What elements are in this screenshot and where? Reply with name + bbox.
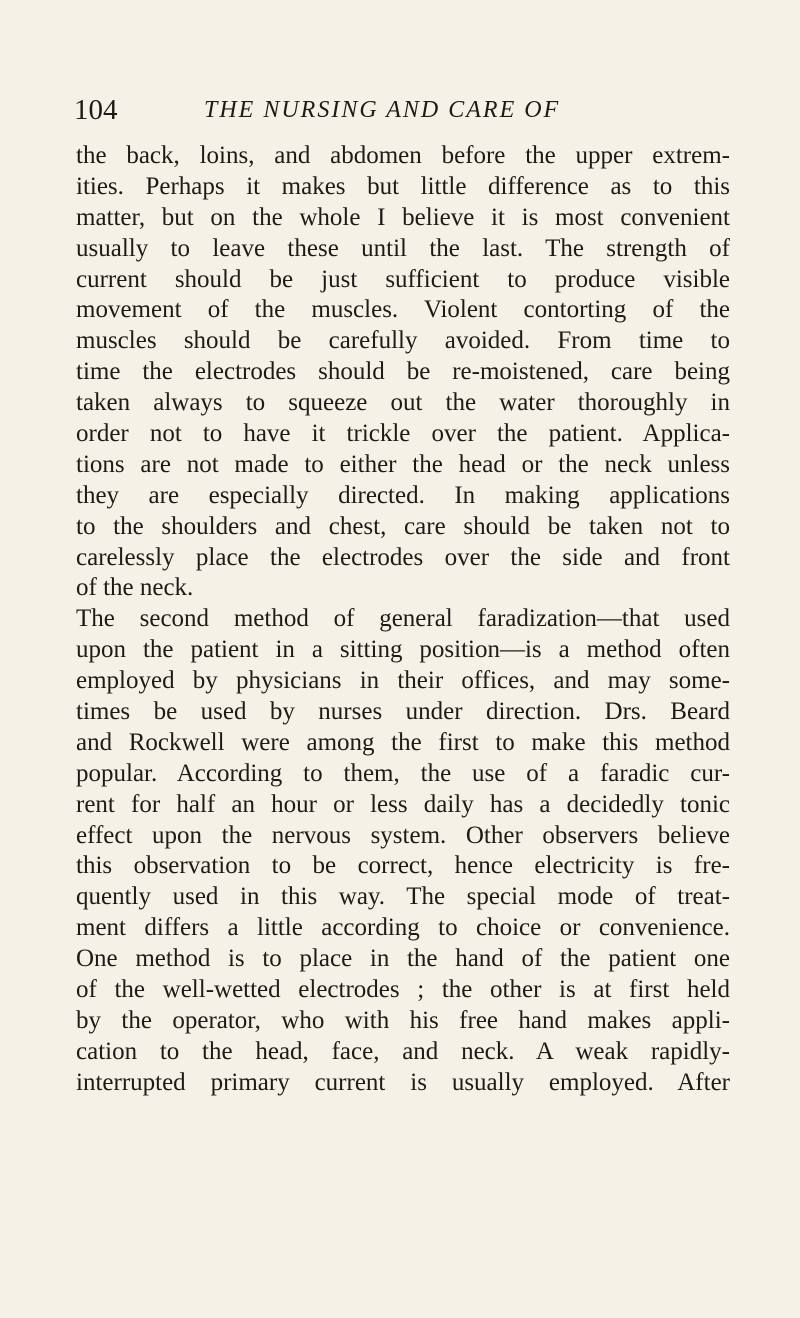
page-number: 104 [74, 94, 118, 126]
text-line: usually to leave these until the last. The strength of [76, 234, 730, 262]
text-line: carelessly place the electrodes over the side and front [76, 543, 730, 571]
body-text [76, 141, 730, 1099]
text-line: and Rockwell were among the first to make this method [76, 728, 730, 756]
text-line: current should be just sufficient to produce visible [76, 265, 730, 293]
text-line: taken always to squeeze out the water thoroughly in [76, 389, 730, 417]
text-line: the back, loins, and abdomen before the upper extrem- [76, 142, 730, 169]
text-line: of the neck. [76, 574, 194, 602]
text-line: The second method of general faradization—that used [76, 605, 730, 633]
text-line: times be used by nurses under direction. Drs. Beard [76, 698, 730, 726]
text-line: this observation to be correct, hence electricity is fre- [76, 852, 730, 880]
running-header [74, 92, 734, 132]
text-line: interrupted primary current is usually employed. After [76, 1068, 730, 1096]
text-line: effect upon the nervous system. Other observers believe [76, 821, 730, 849]
text-line: rent for half an hour or less daily has a decidedly tonic [76, 790, 730, 818]
text-line: cation to the head, face, and neck. A weak rapidly- [76, 1037, 730, 1065]
text-line: ment differs a little according to choice or convenience. [76, 914, 730, 942]
text-line: of the well-wetted electrodes ; the other is at first held [76, 976, 730, 1004]
text-line: they are especially directed. In making applications [76, 481, 730, 509]
text-line: One method is to place in the hand of the patient one [76, 945, 730, 973]
text-line: by the operator, who with his free hand makes appli- [76, 1006, 730, 1034]
text-line: employed by physicians in their offices, and may some- [76, 667, 730, 695]
text-line: movement of the muscles. Violent contorting of the [76, 296, 730, 324]
text-line: order not to have it trickle over the patient. Applica- [76, 420, 730, 448]
text-line: time the electrodes should be re-moistened, care being [76, 358, 730, 386]
text-line: to the shoulders and chest, care should be taken not to [76, 512, 730, 540]
text-line: popular. According to them, the use of a faradic cur- [76, 759, 730, 787]
text-line: quently used in this way. The special mode of treat- [76, 883, 730, 911]
text-line: ities. Perhaps it makes but little difference as to this [76, 172, 730, 200]
text-line: matter, but on the whole I believe it is most convenient [76, 203, 730, 231]
text-line: upon the patient in a sitting position—is a method often [76, 636, 730, 664]
running-title: THE NURSING AND CARE OF [204, 97, 561, 123]
text-line: muscles should be carefully avoided. From time to [76, 327, 730, 355]
text-line: tions are not made to either the head or the neck unless [76, 450, 730, 478]
